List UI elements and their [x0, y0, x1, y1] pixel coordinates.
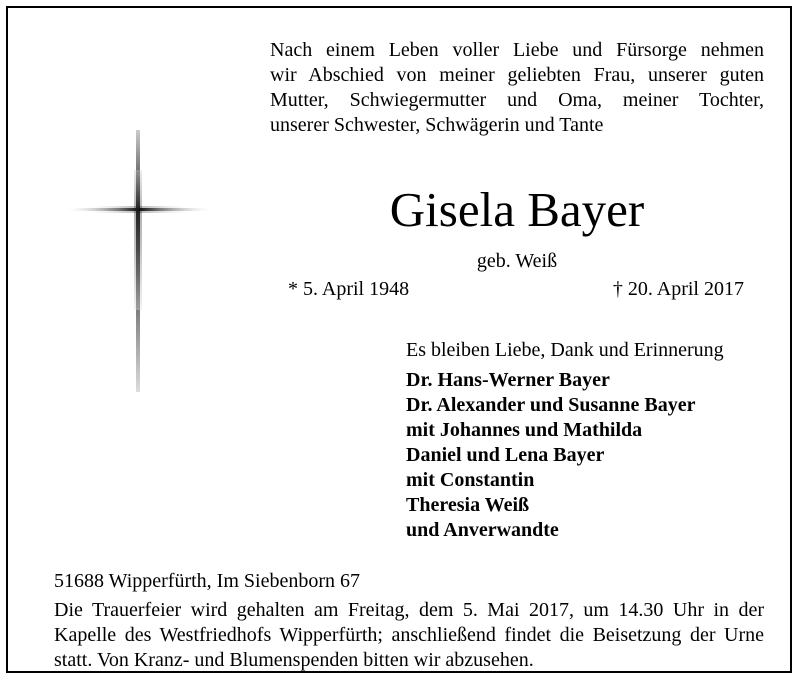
intro-text: [270, 38, 764, 138]
service-text: [54, 598, 764, 673]
service-line: statt. Von Kranz- und Blumenspenden bitten wir abzusehen.: [54, 649, 534, 671]
list-item: Dr. Hans-Werner Bayer: [406, 369, 610, 391]
memory-line: Es bleiben Liebe, Dank und Erinnerung: [406, 339, 724, 361]
service-line: Kapelle des Westfriedhofs Wipperfürth; anschließend findet die Beisetzung der Urne: [54, 624, 764, 646]
list-item: Dr. Alexander und Susanne Bayer: [406, 394, 696, 416]
intro-line: Nach einem Leben voller Liebe und Fürsorge nehmen: [270, 39, 764, 61]
intro-line: wir Abschied von meiner geliebten Frau, unserer guten: [270, 64, 764, 86]
list-item: mit Johannes und Mathilda: [406, 419, 643, 441]
mourners-list: [406, 368, 696, 543]
birth-date: * 5. April 1948: [288, 278, 410, 300]
deceased-name: Gisela Bayer: [389, 182, 645, 237]
list-item: Daniel und Lena Bayer: [406, 444, 605, 466]
intro-line: Mutter, Schwiegermutter und Oma, meiner Tochter,: [270, 89, 764, 111]
address: 51688 Wipperfürth, Im Siebenborn 67: [54, 570, 360, 592]
death-date: † 20. April 2017: [612, 278, 744, 300]
service-line: Die Trauerfeier wird gehalten am Freitag, dem 5. Mai 2017, um 14.30 Uhr in der: [54, 599, 764, 621]
list-item: und Anverwandte: [406, 519, 559, 541]
list-item: mit Constantin: [406, 469, 535, 491]
intro-line: unserer Schwester, Schwägerin und Tante: [270, 114, 604, 136]
cross-icon: [64, 130, 214, 392]
maiden-name: geb. Weiß: [476, 250, 558, 272]
list-item: Theresia Weiß: [406, 494, 530, 516]
obituary-card: [6, 6, 792, 673]
